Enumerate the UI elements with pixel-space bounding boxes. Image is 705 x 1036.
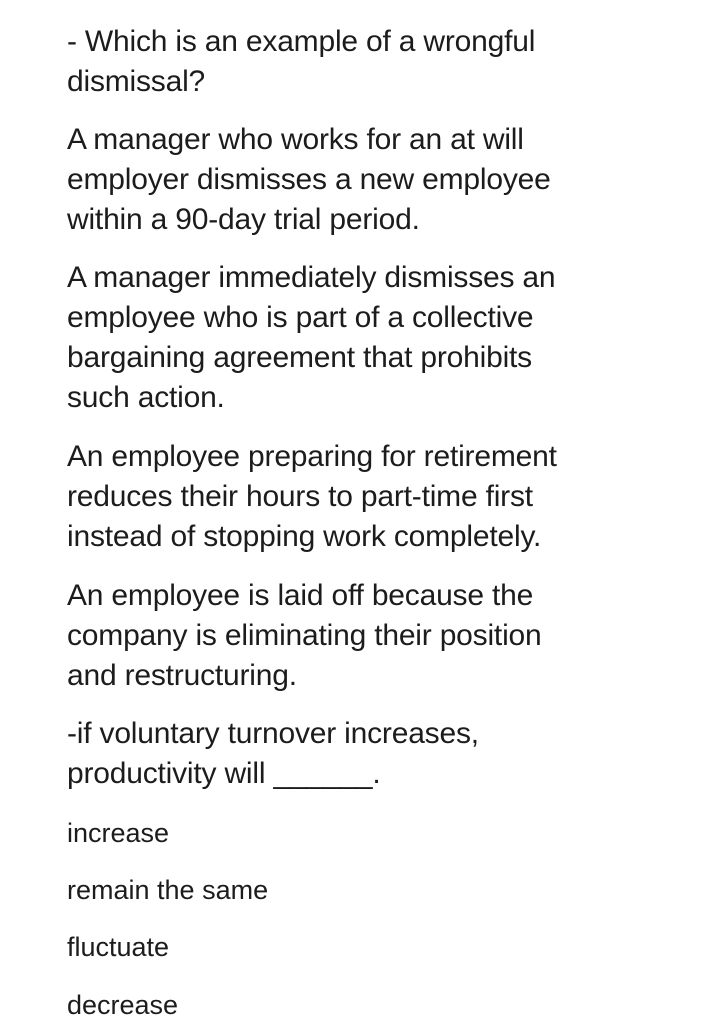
question-2-option-decrease[interactable]: decrease bbox=[67, 990, 179, 1020]
option-line: company is eliminating their position bbox=[67, 619, 542, 652]
question-1-option-c[interactable] bbox=[67, 437, 557, 557]
option-line: An employee preparing for retirement bbox=[67, 440, 557, 473]
option-line: such action. bbox=[67, 381, 225, 414]
question-1-option-d[interactable] bbox=[67, 576, 542, 696]
option-line: A manager who works for an at will bbox=[67, 123, 524, 156]
question-2-option-remain-the-same[interactable]: remain the same bbox=[67, 875, 269, 905]
option-line: bargaining agreement that prohibits bbox=[67, 341, 532, 374]
option-line: reduces their hours to part-time first bbox=[67, 480, 533, 513]
option-line: An employee is laid off because the bbox=[67, 579, 534, 612]
question-1-prompt bbox=[67, 22, 535, 102]
question-2-option-fluctuate[interactable]: fluctuate bbox=[67, 932, 170, 962]
option-line: A manager immediately dismisses an bbox=[67, 261, 556, 294]
prompt-line: productivity will ______. bbox=[67, 757, 381, 790]
option-line: employee who is part of a collective bbox=[67, 301, 534, 334]
prompt-line: dismissal? bbox=[67, 65, 206, 98]
option-line: instead of stopping work completely. bbox=[67, 520, 542, 553]
question-1-option-b[interactable] bbox=[67, 258, 555, 418]
option-line: and restructuring. bbox=[67, 659, 297, 692]
question-2-option-increase[interactable]: increase bbox=[67, 818, 170, 848]
question-2-prompt bbox=[67, 714, 479, 794]
option-line: within a 90-day trial period. bbox=[67, 203, 420, 236]
prompt-line: -if voluntary turnover increases, bbox=[67, 717, 479, 750]
prompt-line: - Which is an example of a wrongful bbox=[67, 25, 536, 58]
option-line: employer dismisses a new employee bbox=[67, 163, 551, 196]
question-1-option-a[interactable] bbox=[67, 120, 551, 240]
